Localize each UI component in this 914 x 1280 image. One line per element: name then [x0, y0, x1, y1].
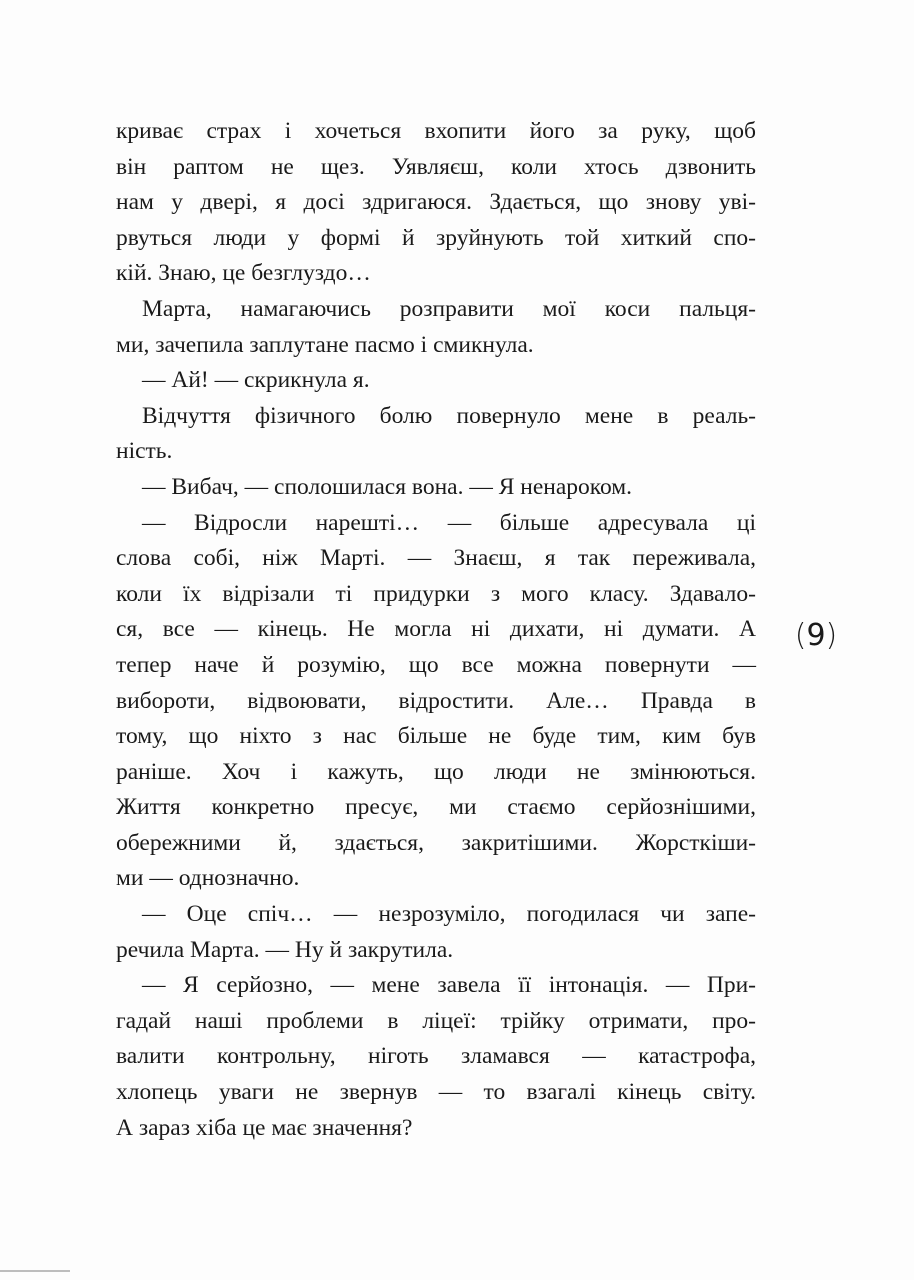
text-line: коли їх відрізали ті придурки з мого класу. Здавало-: [116, 580, 756, 607]
text-line: ми, зачепила заплутане пасмо і смикнула.: [116, 331, 534, 358]
text-line: Марта, намагаючись розправити мої коси пальця-: [142, 295, 756, 322]
text-line: слова собі, ніж Марті. — Знаєш, я так переживала,: [116, 545, 756, 572]
body-text: [116, 114, 756, 1146]
text-line: Відчуття фізичного болю повернуло мене в реаль-: [142, 402, 756, 429]
text-line: — Відросли нарешті… — більше адресувала ці: [142, 509, 756, 536]
text-line: Життя конкретно пресує, ми стаємо серйознішими,: [116, 794, 756, 821]
text-line: ми — однозначно.: [116, 865, 300, 892]
text-line: нам у двері, я досі здригаюся. Здається, що знову уві-: [116, 189, 756, 216]
text-line: — Я серйозно, — мене завела її інтонація. — При-: [142, 972, 756, 999]
text-line: хлопець уваги не звернув — то взагалі кінець світу.: [116, 1079, 756, 1106]
scan-edge-mark: [0, 1270, 70, 1272]
text-line: ся, все — кінець. Не могла ні дихати, ні думати. А: [116, 616, 756, 643]
text-line: — Вибач, — сполошилася вона. — Я ненароком.: [142, 473, 633, 500]
text-line: він раптом не щез. Уявляєш, коли хтось дзвонить: [116, 153, 756, 180]
text-line: раніше. Хоч і кажуть, що люди не змінюються.: [116, 758, 756, 785]
text-line: валити контрольну, ніготь зламався — катастрофа,: [116, 1043, 756, 1070]
text-line: речила Марта. — Ну й закрутила.: [116, 936, 454, 963]
text-line: тому, що ніхто з нас більше не буде тим, ким був: [116, 723, 756, 750]
text-line: ність.: [116, 438, 173, 465]
text-line: тепер наче й розумію, що все можна повернути —: [116, 651, 756, 678]
page-number-value: 9: [806, 618, 826, 653]
text-line: обережними й, здається, закритішими. Жорсткіши-: [116, 829, 756, 856]
text-line: криває страх і хочеться вхопити його за руку, щоб: [116, 118, 756, 144]
text-line: гадай наші проблеми в ліцеї: трійку отримати, про-: [116, 1007, 756, 1034]
text-line: рвуться люди у формі й зруйнують той хиткий спо-: [116, 224, 756, 251]
page-number: (9): [794, 618, 838, 653]
text-line: А зараз хіба це має значення?: [116, 1114, 413, 1141]
text-line: — Ай! — скрикнула я.: [142, 367, 370, 394]
text-line: вибороти, відвоювати, відростити. Але… Правда в: [116, 687, 756, 714]
text-line: кій. Знаю, це безглуздо…: [116, 260, 371, 287]
text-line: — Оце спіч… — незрозуміло, погодилася чи запе-: [142, 901, 756, 928]
